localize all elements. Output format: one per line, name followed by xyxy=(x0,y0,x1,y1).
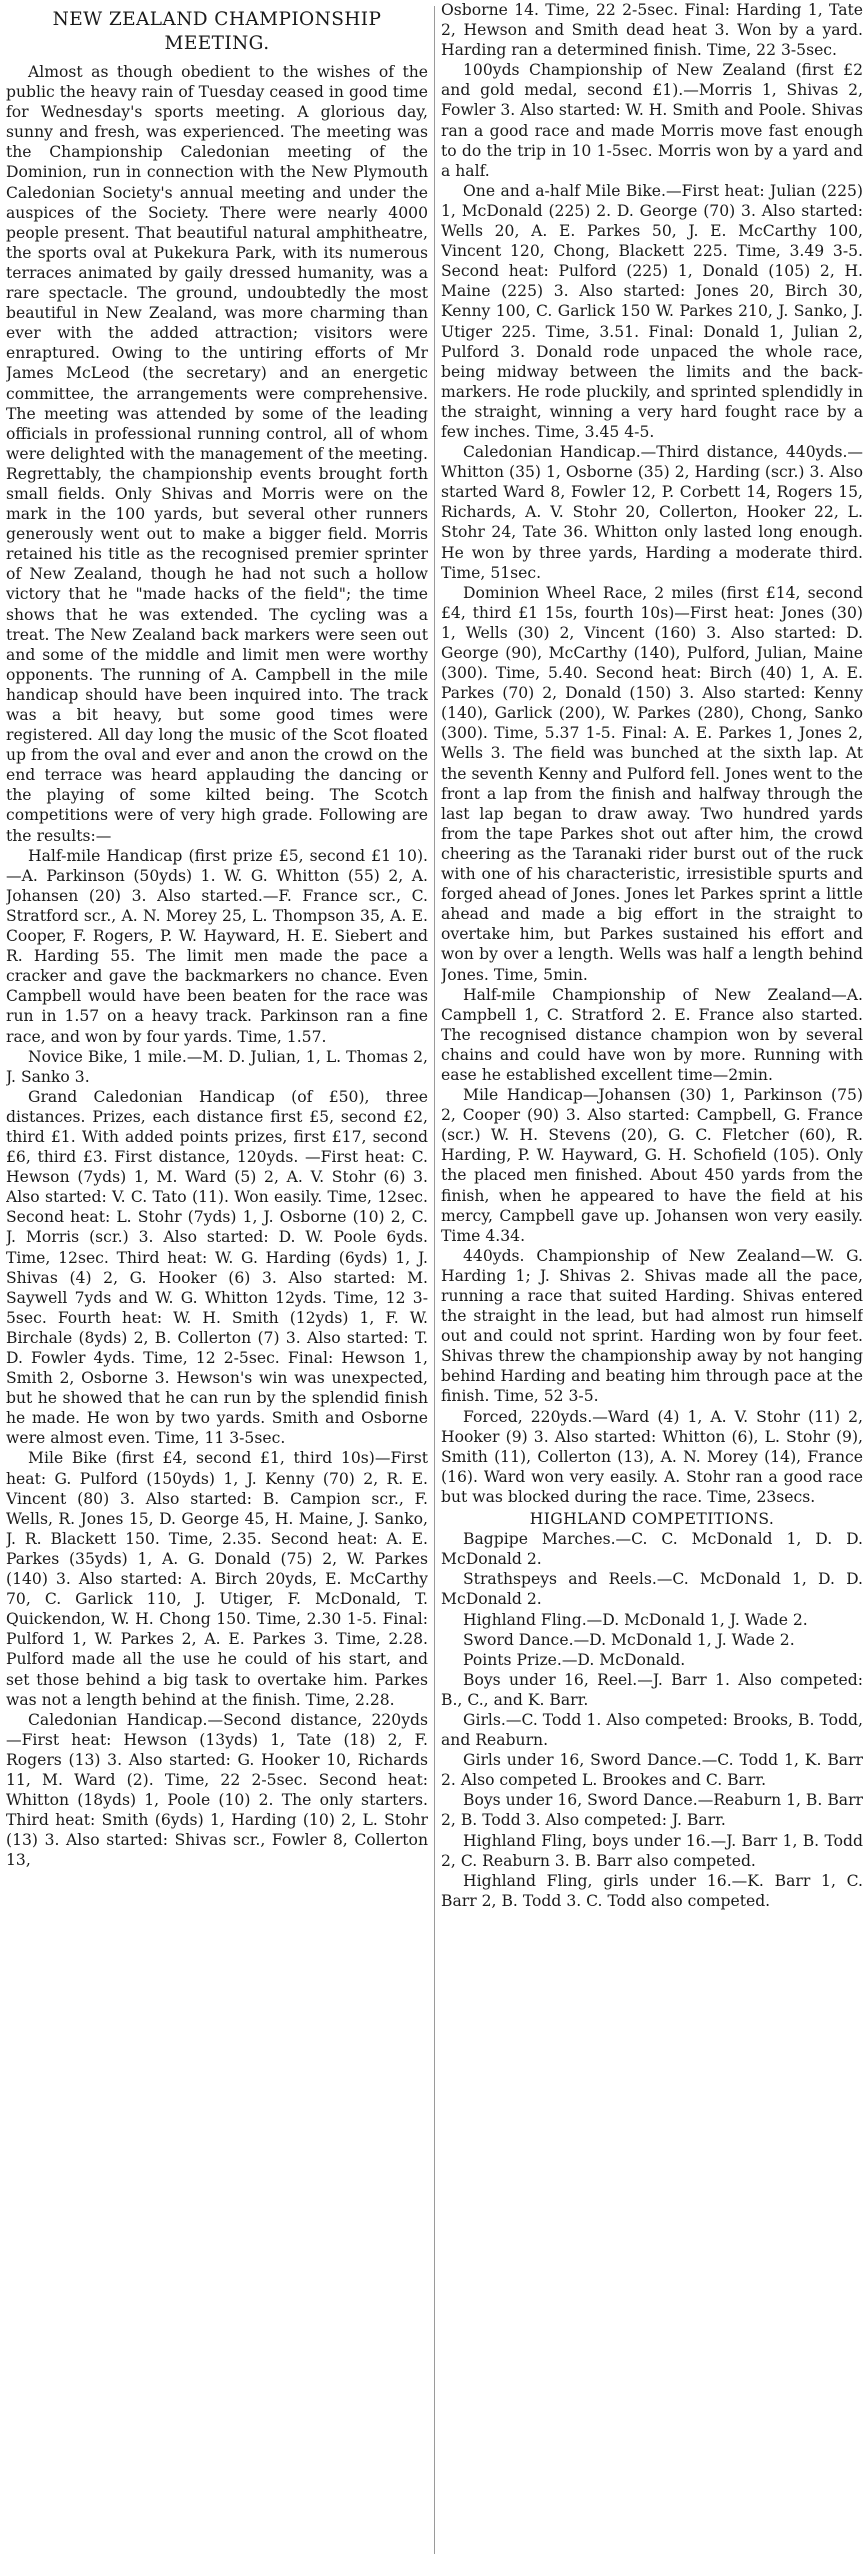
result-paragraph: 440yds. Championship of New Zealand—W. G. Harding 1; J. Shivas 2. Shivas made all the pace, running a race that suited Harding. Shivas entered the straight in the lead, but had almost run himself out and could not sprint. Harding won by four feet. Shivas threw the championship away by not hanging behind Harding and beating him through pace at the finish. Time, 52 3-5. xyxy=(441,1246,863,1406)
highland-result: Girls.—C. Todd 1. Also competed: Brooks, B. Todd, and Reaburn. xyxy=(441,1710,863,1750)
result-paragraph: Half-mile Handicap (first prize £5, second £1 10).—A. Parkinson (50yds) 1. W. G. Whitton (55) 2, A. Johansen (20) 3. Also started.—F. France scr., C. Stratford scr., A. N. Morey 25, L. Thompson 35, A. E. Cooper, F. Rogers, P. W. Hayward, H. E. Siebert and R. Harding 55. The limit men made the pace a cracker and gave the backmarkers no chance. Even Campbell would have been beaten for the race was run in 1.57 on a heavy track. Parkinson ran a fine race, and won by four yards. Time, 1.57. xyxy=(6,846,428,1046)
highland-result: Boys under 16, Sword Dance.—Reaburn 1, B. Barr 2, B. Todd 3. Also competed: J. Barr. xyxy=(441,1791,863,1830)
highland-result: Sword Dance.—D. McDonald 1, J. Wade 2. xyxy=(463,1630,795,1649)
result-paragraph: Mile Bike (first £4, second £1, third 10s)—First heat: G. Pulford (150yds) 1, J. Kenny (70) 2, R. E. Vincent (80) 3. Also started: B. Campion scr., F. Wells, R. Jones 15, D. George 45, H. Maine, J. Sanko, J. R. Blackett 150. Time, 2.35. Second heat: A. E. Parkes (35yds) 1, A. G. Donald (75) 2, W. Parkes (140) 3. Also started: A. Birch 20yds, E. McCarthy 70, C. Garlick 110, J. Utiger, F. McDonald, T. Quickendon, W. H. Chong 150. Time, 2.30 1-5. Final: Pulford 1, W. Parkes 2, A. E. Parkes 3. Time, 2.28. Pulford made all the use he could of his start, and set those behind a big task to overtake him. Parkes was not a length behind at the finish. Time, 2.28. xyxy=(6,1449,428,1709)
article-headline xyxy=(6,8,428,56)
result-paragraph: Novice Bike, 1 mile.—M. D. Julian, 1, L. Thomas 2, J. Sanko 3. xyxy=(6,1047,428,1086)
highland-result: Highland Fling, boys under 16.—J. Barr 1, B. Todd 2, C. Reaburn 3. B. Barr also competed. xyxy=(441,1831,863,1870)
highland-result: Boys under 16, Reel.—J. Barr 1. Also competed: B., C., and K. Barr. xyxy=(441,1670,863,1709)
result-paragraph: Grand Caledonian Handicap (of £50), three distances. Prizes, each distance first £5, second £2, third £1. With added points prizes, first £17, second £6, third £3. First distance, 120yds. —First heat: C. Hewson (7yds) 1, M. Ward (5) 2, A. V. Stohr (6) 3. Also started: V. C. Tato (11). Won easily. Time, 12sec. Second heat: L. Stohr (7yds) 1, J. Osborne (10) 2, C. J. Morris (scr.) 3. Also started: D. W. Poole 6yds. Time, 12sec. Third heat: W. G. Harding (6yds) 1, J. Shivas (4) 2, G. Hooker (6) 3. Also started: M. Saywell 7yds and W. G. Whitton 12yds. Time, 12 3-5sec. Fourth heat: W. H. Smith (12yds) 1, F. W. Birchale (8yds) 2, B. Collerton (7) 3. Also started: T. D. Fowler 4yds. Time, 12 2-5sec. Final: Hewson 1, Smith 2, Osborne 3. Hewson's win was unexpected, but he showed that he can run by the splendid finish he made. He won by two yards. Smith and Osborne were almost even. Time, 11 3-5sec. xyxy=(6,1087,428,1448)
highland-result: Highland Fling, girls under 16.—K. Barr 1, C. Barr 2, B. Todd 3. C. Todd also competed. xyxy=(441,1871,863,1910)
left-column xyxy=(6,0,428,2560)
result-paragraph: Dominion Wheel Race, 2 miles (first £14, second £4, third £1 15s, fourth 10s)—First heat: Jones (30) 1, Wells (30) 2, Vincent (160) 3. Also started: D. George (90), McCarthy (140), Pulford, Julian, Maine (300). Time, 5.40. Second heat: Birch (40) 1, A. E. Parkes (70) 2, Donald (150) 3. Also started: Kenny (140), Garlick (200), W. Parkes (280), Chong, Sanko (300). Time, 5.37 1-5. Final: A. E. Parkes 1, Jones 2, Wells 3. The field was bunched at the sixth lap. At the seventh Kenny and Pulford fell. Jones went to the front a lap from the finish and halfway through the last lap began to draw away. Two hundred yards from the tape Parkes shot out after him, the crowd cheering as the Taranaki rider burst out of the ruck with one of his characteristic, irresistible spurts and forged ahead of Jones. Jones let Parkes sprint a little ahead and made a big effort in the straight to overtake him, but Parkes sustained his effort and won by over a length. Wells was half a length behind Jones. Time, 5min. xyxy=(441,583,863,984)
result-paragraph: Osborne 14. Time, 22 2-5sec. Final: Harding 1, Tate 2, Hewson and Smith dead heat 3. Won by a yard. Harding ran a determined finish. Time, 22 3-5sec. xyxy=(441,1,863,60)
highland-result: Highland Fling.—D. McDonald 1, J. Wade 2. xyxy=(463,1610,808,1629)
intro-paragraph: Almost as though obedient to the wishes of the public the heavy rain of Tuesday ceased in good time for Wednesday's sports meeting. A glorious day, sunny and fresh, was experienced. The meeting was the Championship Caledonian meeting of the Dominion, run in connection with the New Plymouth Caledonian Society's annual meeting and under the auspices of the Society. There were nearly 4000 people present. That beautiful natural amphitheatre, the sports oval at Pukekura Park, with its numerous terraces animated by gaily dressed humanity, was a rare spectacle. The ground, undoubtedly the most beautiful in New Zealand, was more charming than ever with the added attraction; visitors were enraptured. Owing to the untiring efforts of Mr James McLeod (the secretary) and an energetic committee, the arrangements were comprehensive. The meeting was attended by some of the leading officials in professional running control, all of whom were delighted with the management of the meeting. Regrettably, the championship events brought forth small fields. Only Shivas and Morris were on the mark in the 100 yards, but several other runners generously went out to make a bigger field. Morris retained his title as the recognised premier sprinter of New Zealand, though he had not such a hollow victory that he "made hacks of the field"; the time shows that he was extended. The cycling was a treat. The New Zealand back markers were seen out and some of the middle and limit men were worthy opponents. The running of A. Campbell in the mile handicap should have been inquired into. The track was a bit heavy, but some good times were registered. All day long the music of the Scot floated up from the oval and ever and anon the crowd on the end terrace was heard applauding the dancing or the playing of some kilted being. The Scotch competitions were of very high grade. Following are the results:— xyxy=(6,63,428,845)
result-paragraph: Forced, 220yds.—Ward (4) 1, A. V. Stohr (11) 2, Hooker (9) 3. Also started: Whitton (6), L. Stohr (9), Smith (11), Collerton (13), A. N. Morey (14), France (16). Ward won very easily. A. Stohr ran a good race but was blocked during the race. Time, 23secs. xyxy=(441,1407,863,1506)
result-paragraph: 100yds Championship of New Zealand (first £2 and gold medal, second £1).—Morris 1, Shivas 2, Fowler 3. Also started: W. H. Smith and Poole. Shivas ran a good race and made Morris move fast enough to do the trip in 10 1-5sec. Morris won by a yard and a half. xyxy=(441,61,863,180)
result-paragraph: Caledonian Handicap.—Second distance, 220yds—First heat: Hewson (13yds) 1, Tate (18) 2, F. Rogers (13) 3. Also started: G. Hooker 10, Richards 11, M. Ward (2). Time, 22 2-5sec. Second heat: Whitton (18yds) 1, Poole (10) 2. The only starters. Third heat: Smith (6yds) 1, Harding (10) 2, L. Stohr (13) 3. Also started: Shivas scr., Fowler 8, Collerton 13, xyxy=(6,1710,428,1870)
highland-result: Points Prize.—D. McDonald. xyxy=(463,1650,686,1669)
right-column xyxy=(441,0,863,2560)
headline-line-2: MEETING. xyxy=(164,33,270,54)
result-paragraph: Mile Handicap—Johansen (30) 1, Parkinson (75) 2, Cooper (90) 3. Also started: Campbell, G. France (scr.) W. H. Stevens (20), G. C. Fletcher (60), R. Harding, P. W. Hayward, G. H. Schofield (105). Only the placed men finished. About 450 yards from the finish, when he appeared to have the field at his mercy, Campbell gave up. Johansen won very easily. Time 4.34. xyxy=(441,1086,863,1245)
headline-line-1: NEW ZEALAND CHAMPIONSHIP xyxy=(52,9,382,30)
result-paragraph: One and a-half Mile Bike.—First heat: Julian (225) 1, McDonald (225) 2. D. George (70) 3. Also started: Wells 20, A. E. Parkes 50, J. E. McCarthy 100, Vincent 120, Chong, Blackett 225. Time, 3.49 3-5. Second heat: Pulford (225) 1, Donald (105) 2, H. Maine (225) 3. Also started: Jones 20, Birch 30, Kenny 100, C. Garlick 150 W. Parkes 210, J. Sanko, J. Utiger 225. Time, 3.51. Final: Donald 1, Julian 2, Pulford 3. Donald rode unpaced the whole race, being midway between the limits and the back-markers. He rode pluckily, and sprinted splendidly in the straight, winning a very hard fought race by a few inches. Time, 3.45 4-5. xyxy=(441,181,863,441)
highland-result: Strathspeys and Reels.—C. McDonald 1, D. D. McDonald 2. xyxy=(441,1570,863,1609)
highland-result: Girls under 16, Sword Dance.—C. Todd 1, K. Barr 2. Also competed L. Brookes and C. Barr. xyxy=(441,1751,863,1790)
highland-heading: HIGHLAND COMPETITIONS. xyxy=(529,1510,775,1529)
column-divider xyxy=(434,6,435,2554)
result-paragraph: Half-mile Championship of New Zealand—A. Campbell 1, C. Stratford 2. E. France also started. The recognised distance champion won by several chains and could have won by more. Running with ease he established excellent time—2min. xyxy=(441,985,863,1084)
highland-result: Bagpipe Marches.—C. C. McDonald 1, D. D. McDonald 2. xyxy=(441,1530,863,1569)
result-paragraph: Caledonian Handicap.—Third distance, 440yds.—Whitton (35) 1, Osborne (35) 2, Harding (scr.) 3. Also started Ward 8, Fowler 12, P. Corbett 14, Rogers 15, Richards, A. V. Stohr 20, Collerton, Hooker 22, L. Stohr 24, Tate 36. Whitton only lasted long enough. He won by three yards, Harding a moderate third. Time, 51sec. xyxy=(441,443,863,582)
